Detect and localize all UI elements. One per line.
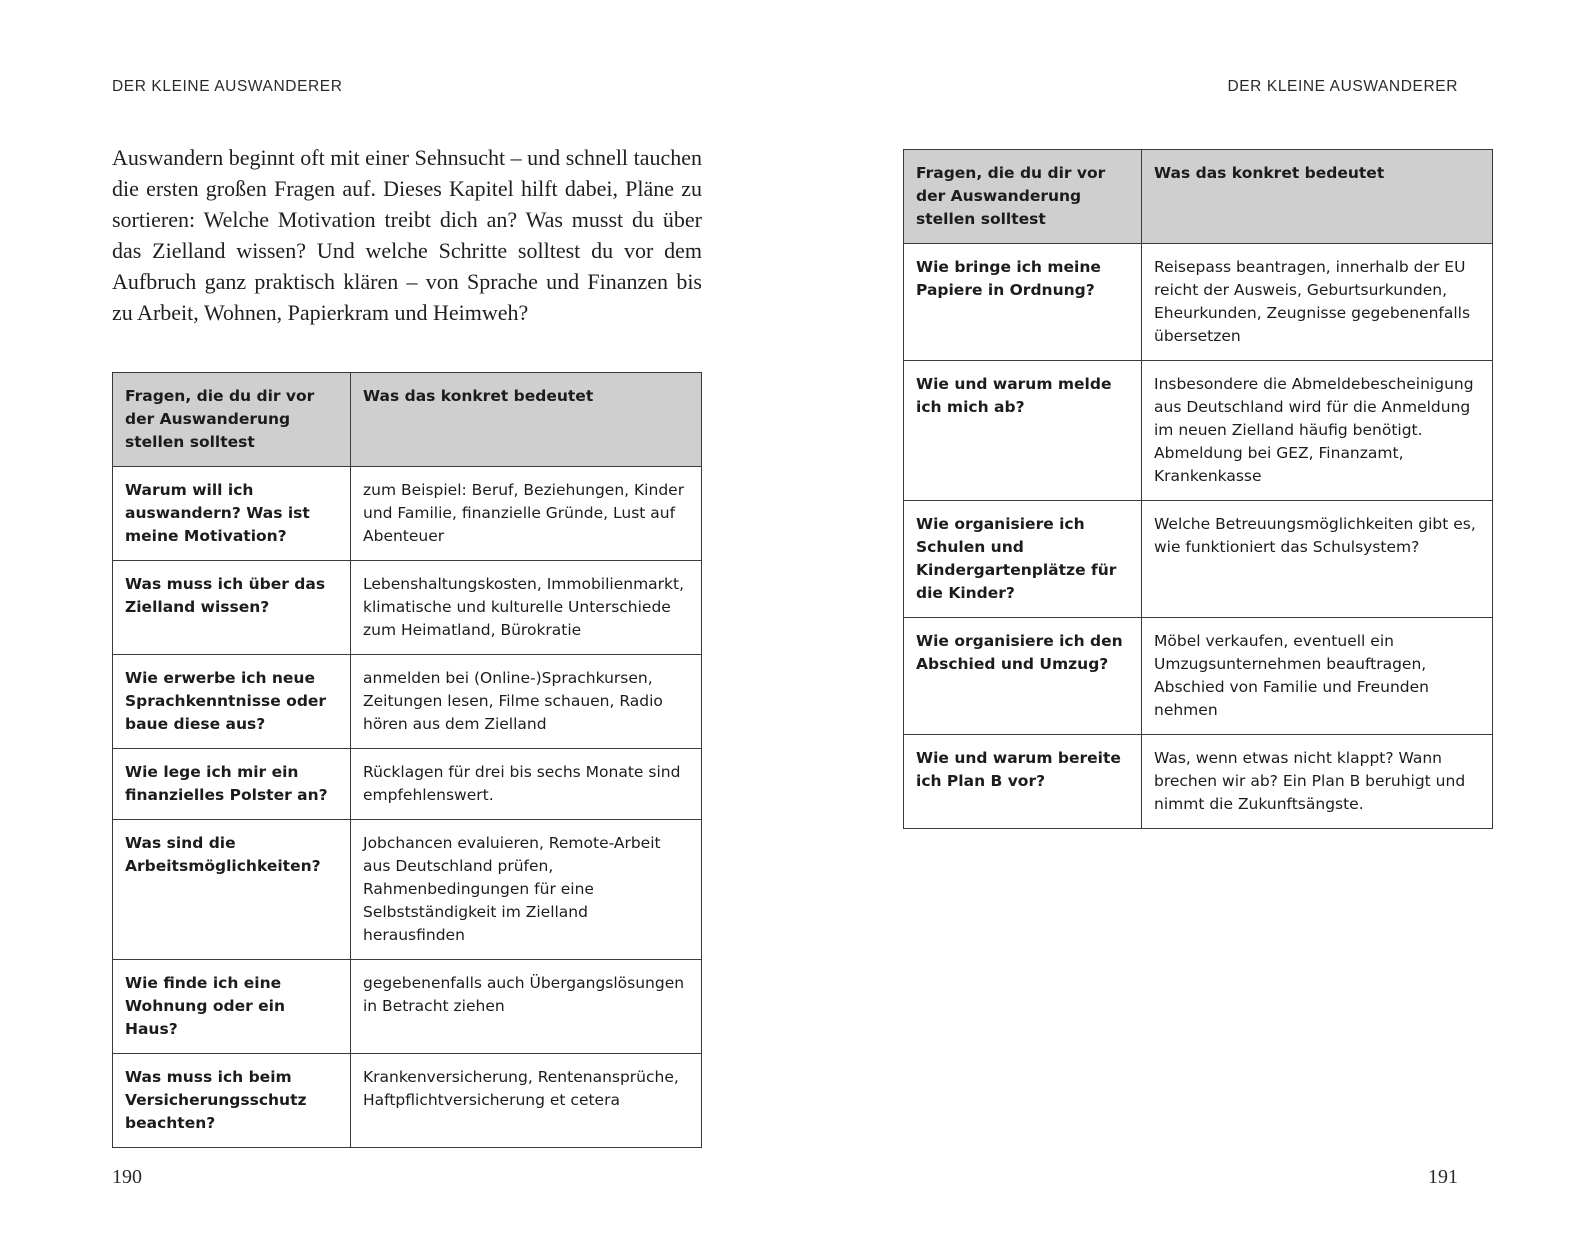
answer-cell: Rücklagen für drei bis sechs Monate sind empfehlenswert. xyxy=(351,749,702,820)
questions-table-right xyxy=(903,149,1493,829)
table-row xyxy=(904,244,1493,361)
table-row xyxy=(113,561,702,655)
question-cell: Was sind die Arbeitsmöglichkeiten? xyxy=(113,820,351,960)
question-cell: Warum will ich auswandern? Was ist meine Motivation? xyxy=(113,467,351,561)
running-head: DER KLEINE AUSWANDERER xyxy=(112,78,343,95)
questions-table-left xyxy=(112,372,702,1148)
table-row xyxy=(113,960,702,1054)
answer-cell: Reisepass beantragen, innerhalb der EU reicht der Ausweis, Geburtsurkunden, Eheurkunden, Zeugnisse gegebenenfalls übersetzen xyxy=(1142,244,1493,361)
question-cell: Wie organisiere ich Schulen und Kindergartenplätze für die Kinder? xyxy=(904,501,1142,618)
answer-cell: Insbesondere die Abmeldebescheinigung aus Deutschland wird für die Anmeldung im neuen Zielland häufig benötigt. Abmeldung bei GEZ, Finanzamt, Krankenkasse xyxy=(1142,361,1493,501)
table-row xyxy=(113,655,702,749)
table-row xyxy=(904,735,1493,829)
answer-cell: gegebenenfalls auch Übergangslösungen in Betracht ziehen xyxy=(351,960,702,1054)
header-questions: Fragen, die du dir vor der Auswanderung stellen solltest xyxy=(113,373,351,467)
page-number: 190 xyxy=(112,1166,142,1188)
answer-cell: Welche Betreuungsmöglichkeiten gibt es, wie funktioniert das Schulsystem? xyxy=(1142,501,1493,618)
answer-cell: zum Beispiel: Beruf, Beziehungen, Kinder und Familie, finanzielle Gründe, Lust auf Abenteuer xyxy=(351,467,702,561)
answer-cell: Jobchancen evaluieren, Remote-Arbeit aus Deutschland prüfen, Rahmenbedingungen für eine Selbstständigkeit im Zielland herausfinden xyxy=(351,820,702,960)
question-cell: Was muss ich über das Zielland wissen? xyxy=(113,561,351,655)
table-header-row xyxy=(113,373,702,467)
header-meaning: Was das konkret bedeutet xyxy=(1142,150,1493,244)
header-meaning: Was das konkret bedeutet xyxy=(351,373,702,467)
intro-paragraph: Auswandern beginnt oft mit einer Sehnsucht – und schnell tauchen die ersten großen Fragen auf. Dieses Kapitel hilft dabei, Pläne zu sortieren: Welche Motivation treibt dich an? Was musst du über das Zielland wissen? Und welche Schritte solltest du vor dem Aufbruch ganz praktisch klären – von Sprache und Finanzen bis zu Arbeit, Wohnen, Papierkram und Heimweh? xyxy=(112,145,702,325)
question-cell: Wie organisiere ich den Abschied und Umzug? xyxy=(904,618,1142,735)
question-cell: Wie finde ich eine Wohnung oder ein Haus? xyxy=(113,960,351,1054)
table-header-row xyxy=(904,150,1493,244)
question-cell: Wie lege ich mir ein finanzielles Polster an? xyxy=(113,749,351,820)
answer-cell: Möbel verkaufen, eventuell ein Umzugsunternehmen beauftragen, Abschied von Familie und Freunden nehmen xyxy=(1142,618,1493,735)
table-row xyxy=(113,820,702,960)
answer-cell: Was, wenn etwas nicht klappt? Wann brechen wir ab? Ein Plan B beruhigt und nimmt die Zukunftsängste. xyxy=(1142,735,1493,829)
question-cell: Wie und warum melde ich mich ab? xyxy=(904,361,1142,501)
table-row xyxy=(904,501,1493,618)
table-row xyxy=(113,749,702,820)
question-cell: Wie und warum bereite ich Plan B vor? xyxy=(904,735,1142,829)
table-row xyxy=(113,1054,702,1148)
question-cell: Wie bringe ich meine Papiere in Ordnung? xyxy=(904,244,1142,361)
answer-cell: Lebenshaltungskosten, Immobilienmarkt, klimatische und kulturelle Unterschiede zum Heimatland, Bürokratie xyxy=(351,561,702,655)
table-row xyxy=(904,361,1493,501)
question-cell: Wie erwerbe ich neue Sprachkenntnisse oder baue diese aus? xyxy=(113,655,351,749)
running-head: DER KLEINE AUSWANDERER xyxy=(1227,78,1458,95)
right-page xyxy=(797,0,1594,1240)
answer-cell: Krankenversicherung, Rentenansprüche, Haftpflichtversicherung et cetera xyxy=(351,1054,702,1148)
header-questions: Fragen, die du dir vor der Auswanderung stellen solltest xyxy=(904,150,1142,244)
question-cell: Was muss ich beim Versicherungsschutz beachten? xyxy=(113,1054,351,1148)
table-row xyxy=(113,467,702,561)
page-number: 191 xyxy=(1428,1166,1458,1188)
answer-cell: anmelden bei (Online-)Sprachkursen, Zeitungen lesen, Filme schauen, Radio hören aus dem Zielland xyxy=(351,655,702,749)
table-row xyxy=(904,618,1493,735)
